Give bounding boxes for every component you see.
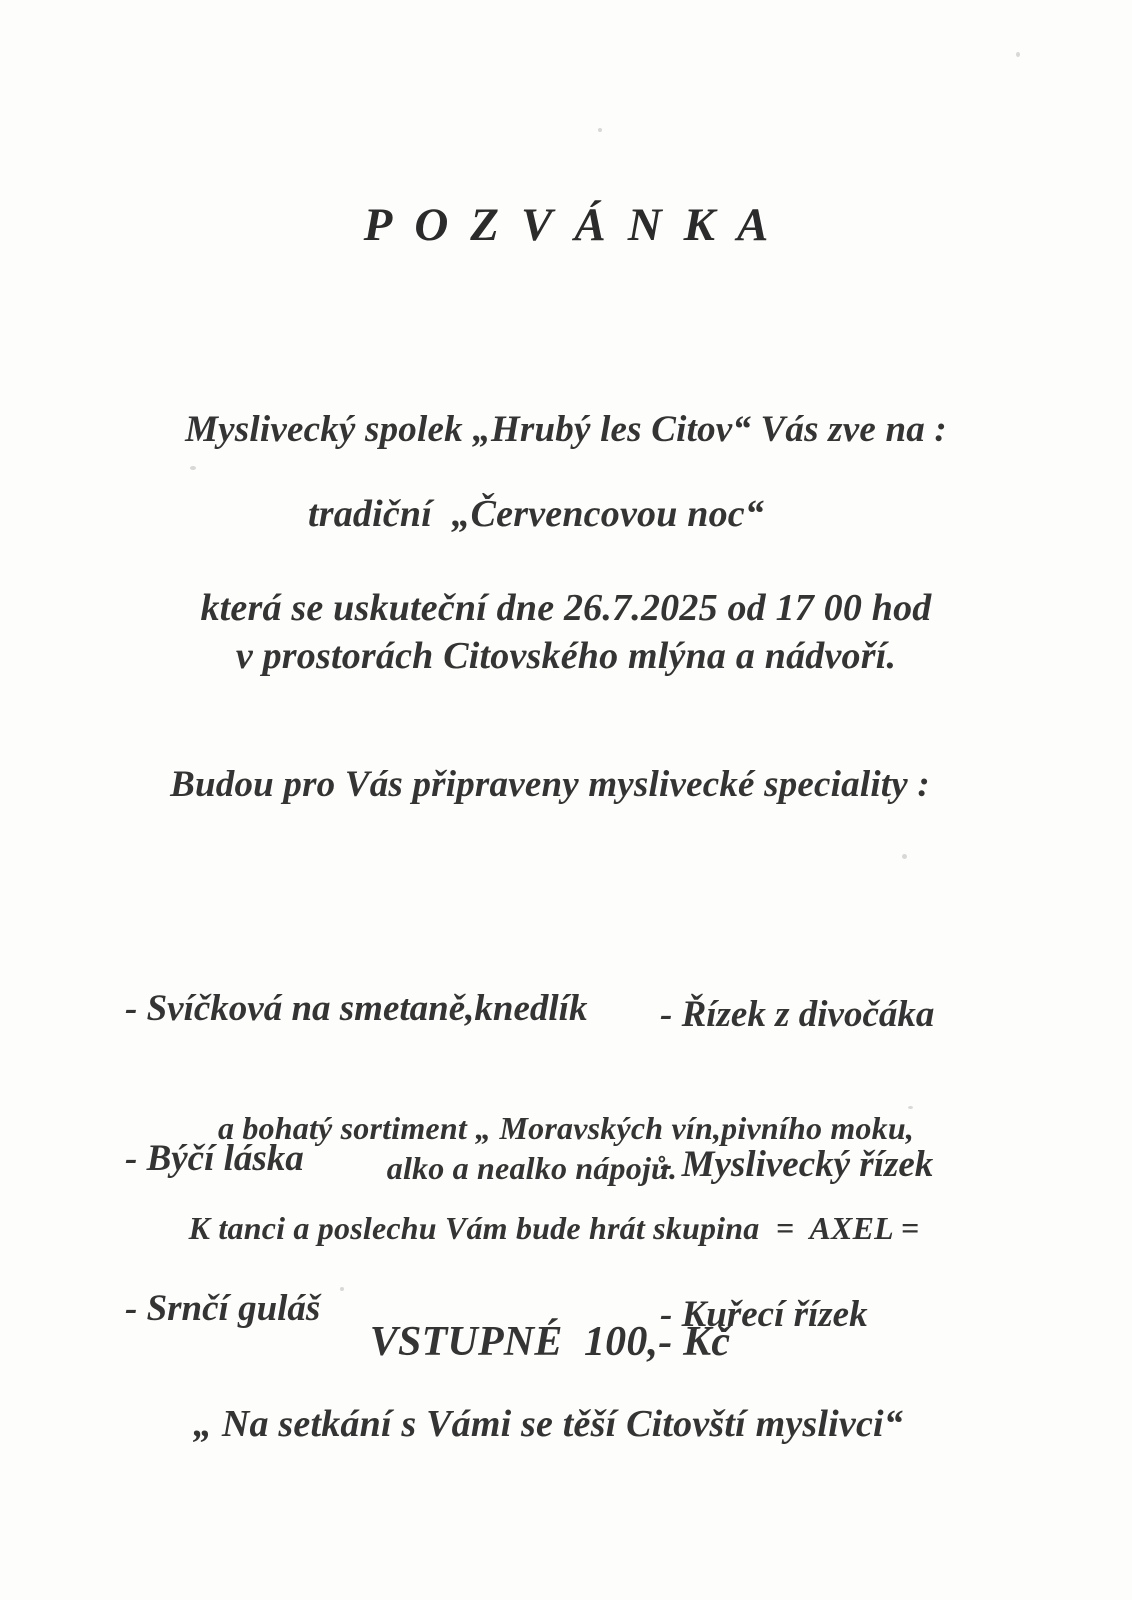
menu-item: - Srnčí guláš [125, 1288, 321, 1329]
scan-artifact [598, 128, 602, 132]
menu-item: - Řízek z divočáka [660, 994, 935, 1035]
closing-line: „ Na setkání s Vámi se těší Citovští myslivci“ [192, 1403, 904, 1445]
drinks-line-2: alko a nealko nápojů. [386, 1150, 678, 1186]
menu-item: - Býčí láska [125, 1138, 304, 1179]
host-intro-line: Myslivecký spolek „Hrubý les Citov“ Vás zve na : [185, 409, 947, 450]
scan-artifact [1016, 52, 1020, 57]
drinks-line-1: a bohatý sortiment „ Moravských vín,pivního moku, [217, 1110, 915, 1146]
entry-fee-line: VSTUPNÉ 100,- Kč [369, 1319, 731, 1365]
event-name-line: tradiční „Červencovou noc“ [307, 493, 765, 535]
scan-artifact [902, 854, 907, 859]
menu-item: - Svíčková na smetaně,knedlík [125, 988, 588, 1029]
event-date-line: která se uskuteční dne 26.7.2025 od 17 00 hod [200, 587, 932, 629]
scan-artifact [908, 1106, 913, 1109]
menu-heading: Budou pro Vás připraveny myslivecké speciality : [170, 764, 930, 805]
scan-artifact [190, 466, 196, 470]
page-title: POZVÁNKA [363, 199, 791, 251]
scan-artifact [340, 1287, 344, 1291]
band-line: K tanci a poslechu Vám bude hrát skupina = AXEL = [188, 1210, 920, 1246]
event-place-line: v prostorách Citovského mlýna a nádvoří. [235, 635, 897, 677]
menu-item: - Kuřecí řízek [660, 1294, 868, 1335]
menu-item: - Myslivecký řízek [660, 1144, 934, 1185]
